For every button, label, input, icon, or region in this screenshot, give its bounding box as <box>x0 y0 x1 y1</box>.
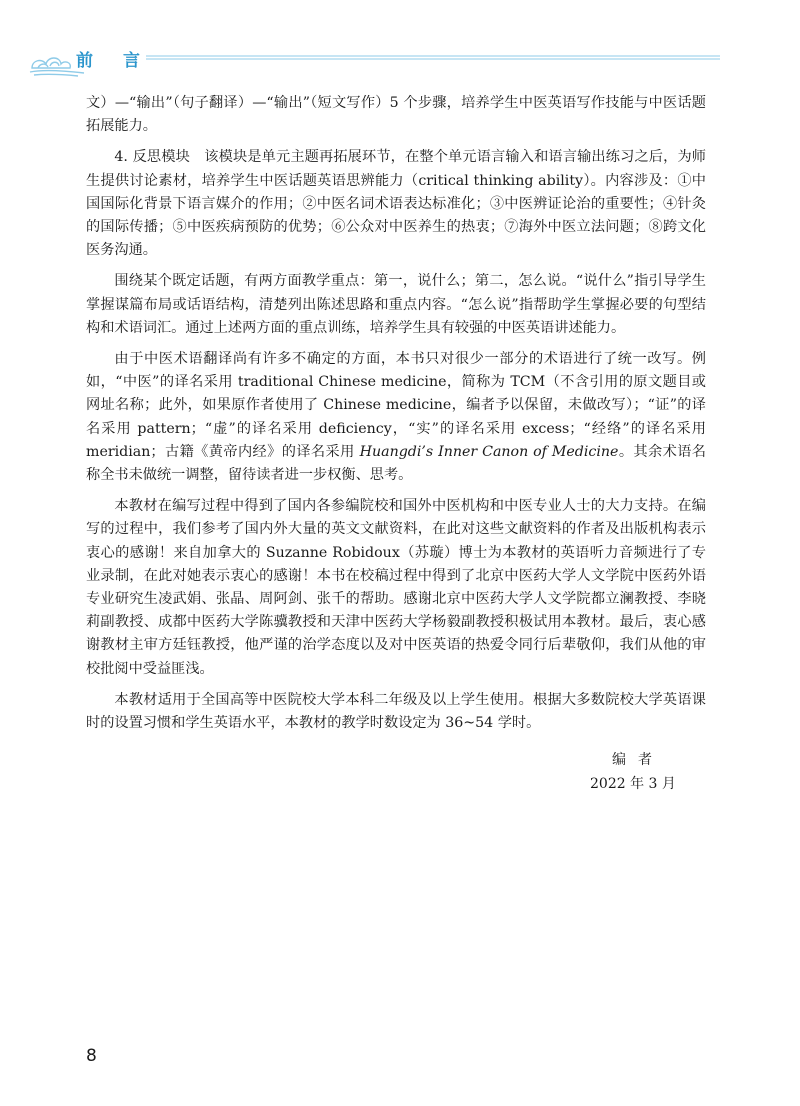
paragraph-usage: 本教材适用于全国高等中医院校大学本科二年级及以上学生使用。根据大多数院校大学英语课时的设置习惯和学生英语水平，本教材的教学时数设定为 36~54 学时。 <box>86 691 706 732</box>
paragraph-terminology <box>86 348 706 487</box>
terminology-text-part-1: 由于中医术语翻译尚有许多不确定的方面，本书只对很少一部分的术语进行了统一改写。例如，“中医”的译名采用 traditional Chinese medicine，简称为 TCM（不含引用的原文题目或网址名称；此外，如果原作者使用了 Chinese medicine，编者予以保留，未做改写）；“证”的译名采用 pattern；“虚”的译名采用 deficiency，“实”的译名采用 excess；“经络”的译名采用 meridian；古籍《黄帝内经》的译名采用 <box>86 351 706 460</box>
page-number: 8 <box>86 1046 97 1066</box>
page-title-char-2: 言 <box>123 51 142 71</box>
page-title-char-1: 前 <box>76 51 95 71</box>
preface-body <box>86 92 706 743</box>
header-rule <box>146 54 720 62</box>
paragraph-acknowledgements: 本教材在编写过程中得到了国内各参编院校和国外中医机构和中医专业人士的大力支持。在编写的过程中，我们参考了国内外大量的英文文献资料，在此对这些文献资料的作者及出版机构表示衷心的感谢！来自加拿大的 Suzanne Robidoux（苏璇）博士为本教材的英语听力音频进行了专业录制，在此对她表示衷心的感谢！本书在校稿过程中得到了北京中医药大学人文学院中医药外语专业研究生凌武娟、张晶、周阿剑、张千的帮助。感谢北京中医药大学人文学院都立澜教授、李晓莉副教授、成都中医药大学陈骥教授和天津中医药大学杨毅副教授积极试用本教材。最后，衷心感谢教材主审方廷钰教授，他严谨的治学态度以及对中医英语的热爱令同行后辈敬仰，我们从他的审校批阅中受益匪浅。 <box>86 498 706 677</box>
signature-block <box>560 748 700 796</box>
signature-author: 编者 <box>612 752 664 768</box>
terminology-italic-title: Huangdi’s Inner Canon of Medicine <box>359 443 619 460</box>
signature-date: 2022 年 3 月 <box>590 776 676 792</box>
page-header <box>28 40 708 80</box>
page-title <box>76 46 142 71</box>
paragraph-1: 文）—“输出”（句子翻译）—“输出”（短文写作）5 个步骤，培养学生中医英语写作技能与中医话题拓展能力。 <box>86 95 706 135</box>
terminology-text-part-2: 。其余术语名称全书未做统一调整，留待读者进一步权衡、思考。 <box>86 443 706 484</box>
paragraph-reflection-module: 4. 反思模块 该模块是单元主题再拓展环节，在整个单元语言输入和语言输出练习之后，为师生提供讨论素材，培养学生中医话题英语思辨能力（critical thinking ability）。内容涉及：①中国国际化背景下语言媒介的作用；②中医名词术语表达标准化；③中医辨证论治的重要性；④针灸的国际传播；⑤中医疾病预防的优势；⑥公众对中医养生的热衷；⑦海外中医立法问题；⑧跨文化医务沟通。 <box>86 149 706 259</box>
paragraph-teaching-focus: 围绕某个既定话题，有两方面教学重点：第一，说什么；第二，怎么说。“说什么”指引导学生掌握谋篇布局或话语结构，清楚列出陈述思路和重点内容。“怎么说”指帮助学生掌握必要的句型结构和术语词汇。通过上述两方面的重点训练，培养学生具有较强的中医英语讲述能力。 <box>86 273 706 336</box>
